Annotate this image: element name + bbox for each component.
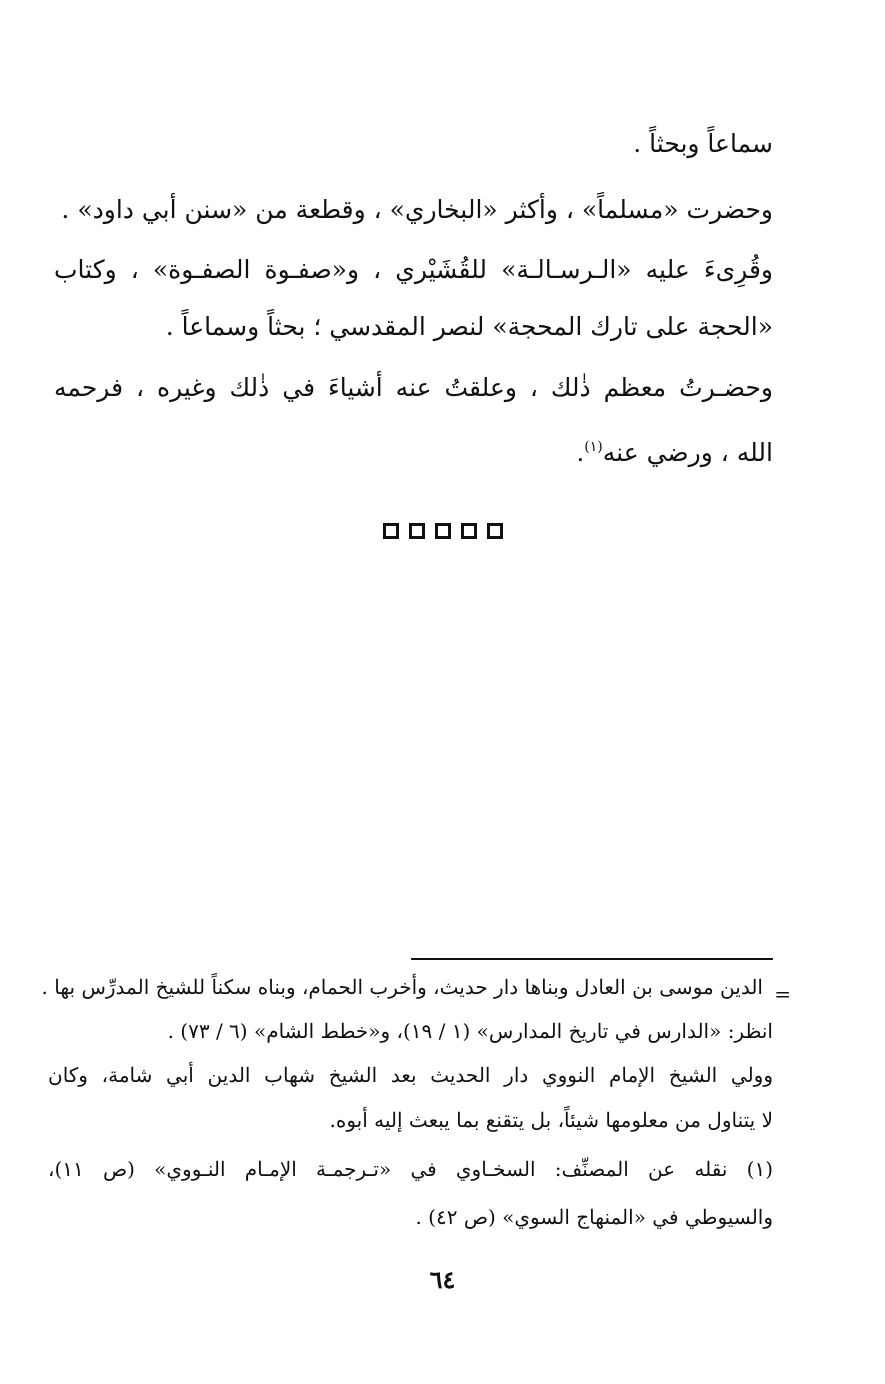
body-line-5: وحضـرتُ معظم ذٰلك ، وعلقتُ عنه أشياءَ في ذٰلك وغيره ، فرحمه [54,373,773,402]
body-line-1: سماعاً وبحثاً . [633,129,773,158]
footnote-line-1: الدين موسى بن العادل وبناها دار حديث، وأخرب الحمام، وبناه سكناً للشيخ المدرِّس بها . [41,975,763,999]
footnote-continuation-mark: = [774,982,791,1006]
ornament-square-icon [461,523,477,539]
footnote-separator [411,958,773,960]
ornament-square-icon [383,523,399,539]
body-line-4: «الحجة على تارك المحجة» لنصر المقدسي ؛ بحثاً وسماعاً . [165,312,773,341]
ornament-square-icon [487,523,503,539]
footnote-line-3: وولي الشيخ الإمام النووي دار الحديث بعد الشيخ شهاب الدين أبي شامة، وكان [48,1063,773,1087]
body-line-3: وقُرِىءَ عليه «الـرسـالـة» للقُشَيْري ، و«صفـوة الصفـوة» ، وكتاب [54,255,773,284]
footnote-line-6: والسيوطي في «المنهاج السوي» (ص ٤٢) . [415,1205,773,1229]
body-line-6-text: الله ، ورضي عنه [602,438,773,467]
section-ornament [0,523,885,539]
body-line-6 [54,427,773,473]
footnote-line-5: (١) نقله عن المصنِّف: السخـاوي في «تـرجمـة الإمـام النـووي» (ص ١١)، [48,1157,773,1181]
footnote-reference[interactable]: (١) [584,439,603,455]
body-line-2: وحضرت «مسلماً» ، وأكثر «البخاري» ، وقطعة من «سنن أبي داود» . [61,195,773,224]
footnote-line-2: انظر: «الدارس في تاريخ المدارس» (١ / ١٩)، و«خطط الشام» (٦ / ٧٣) . [167,1019,773,1043]
ornament-square-icon [435,523,451,539]
ornament-square-icon [409,523,425,539]
footnote-line-4: لا يتناول من معلومها شيئاً، بل يتقنع بما يبعث إليه أبوه. [329,1108,773,1132]
page-number: ٦٤ [429,1265,456,1294]
end-period: . [576,438,585,467]
